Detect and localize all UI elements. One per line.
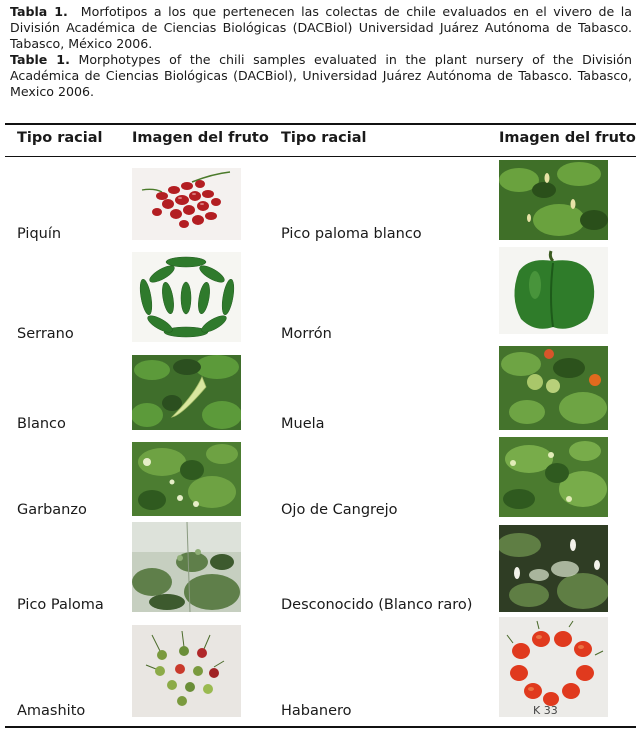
- header-tipo-racial-left: Tipo racial: [17, 130, 103, 146]
- caption-spanish-label: Tabla 1.: [10, 4, 68, 19]
- row-label-pico-paloma-blanco: Pico paloma blanco: [281, 226, 422, 242]
- row-label-blanco: Blanco: [17, 416, 66, 432]
- photo-amashito: [132, 625, 241, 717]
- header-imagen-right: Imagen del fruto: [499, 130, 636, 146]
- row-label-ojo-de-cangrejo: Ojo de Cangrejo: [281, 502, 398, 518]
- photo-ojo-de-cangrejo: [499, 437, 608, 517]
- photo-pico-paloma: [132, 522, 241, 612]
- table-bottom-rule: [5, 726, 636, 728]
- photo-blanco: [132, 355, 241, 430]
- row-label-serrano: Serrano: [17, 326, 74, 342]
- table-caption: [10, 4, 632, 100]
- caption-english-label: Table 1.: [10, 52, 70, 67]
- photo-annotation: K 33: [533, 704, 558, 717]
- table-header-rule: [5, 156, 636, 157]
- photo-habanero: [499, 617, 608, 717]
- photo-pico-paloma-blanco: [499, 160, 608, 240]
- photo-serrano: [132, 252, 241, 342]
- row-label-muela: Muela: [281, 416, 325, 432]
- row-label-amashito: Amashito: [17, 703, 86, 719]
- photo-morron: [499, 247, 608, 334]
- row-label-habanero: Habanero: [281, 703, 352, 719]
- row-label-piquin: Piquín: [17, 226, 62, 242]
- header-imagen-left: Imagen del fruto: [132, 130, 269, 146]
- row-label-pico-paloma: Pico Paloma: [17, 597, 104, 613]
- row-label-desconocido: Desconocido (Blanco raro): [281, 597, 473, 613]
- caption-english: [10, 52, 632, 100]
- caption-spanish: [10, 4, 632, 52]
- photo-desconocido: [499, 525, 608, 612]
- photo-muela: [499, 346, 608, 430]
- header-tipo-racial-right: Tipo racial: [281, 130, 367, 146]
- row-label-garbanzo: Garbanzo: [17, 502, 87, 518]
- caption-english-text: Morphotypes of the chili samples evaluated in the plant nursery of the División Académica de Ciencias Biológicas (DACBiol), Universidad Juárez Autónoma de Tabasco. Tabasco, Mexico 2006.: [10, 52, 632, 99]
- table-top-rule: [5, 123, 636, 125]
- photo-garbanzo: [132, 442, 241, 516]
- caption-spanish-text: Morfotipos a los que pertenecen las colectas de chile evaluados en el vivero de la División Académica de Ciencias Biológicas (DACBiol) Universidad Juárez Autónoma de Tabasco. Tabasco, México 2006.: [10, 4, 632, 51]
- photo-piquin: [132, 168, 241, 240]
- row-label-morron: Morrón: [281, 326, 332, 342]
